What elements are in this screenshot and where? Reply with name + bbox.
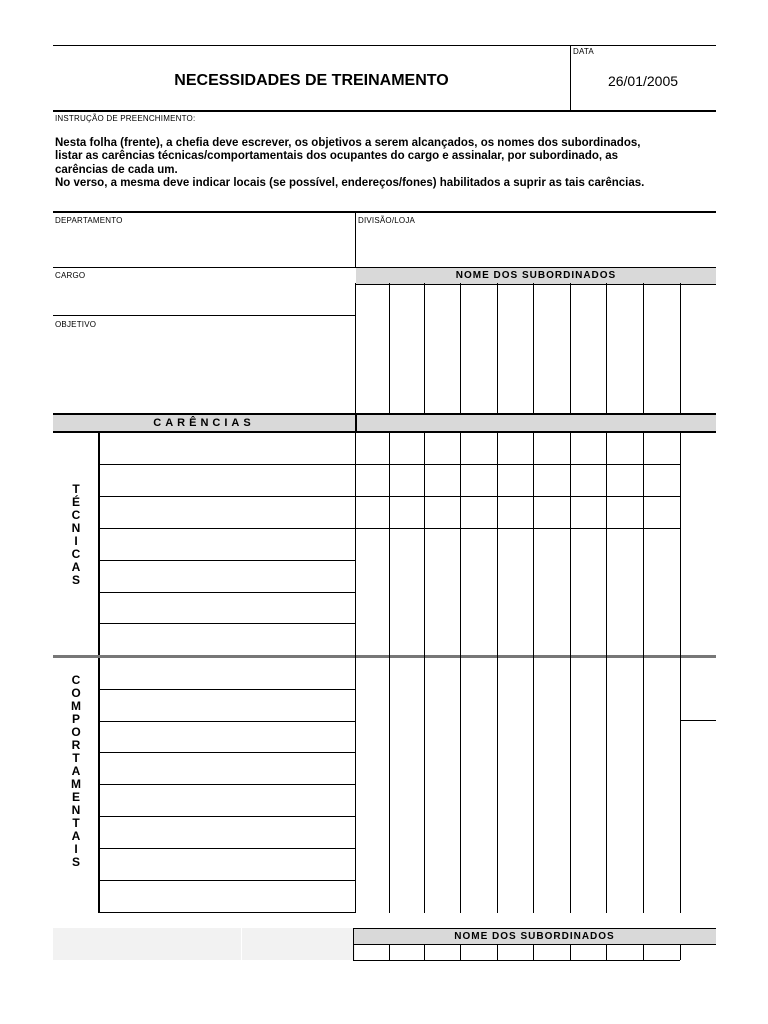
divisao-loja-field[interactable] [356, 212, 716, 267]
instruction-line: listar as carências técnicas/comportamentais dos ocupantes do cargo e assinalar, por subordinado, as [55, 150, 619, 163]
page-title: NECESSIDADES DE TREINAMENTO [174, 72, 449, 89]
vertical-letter: T [72, 816, 80, 830]
instructions-text [55, 137, 715, 190]
vertical-letter: A [71, 829, 81, 843]
vertical-letter: C [71, 508, 81, 522]
vertical-letter: I [74, 534, 78, 548]
carencias-header-label: CARÊNCIAS [153, 417, 255, 429]
vertical-letter: I [74, 842, 78, 856]
vertical-letter: C [71, 673, 81, 687]
vertical-letter: O [71, 725, 81, 739]
subordinados-header [356, 267, 716, 285]
vertical-letter: A [71, 560, 81, 574]
vertical-letter: N [71, 521, 81, 535]
vertical-letter: O [71, 686, 81, 700]
subordinados-header-bottom [353, 928, 716, 945]
vertical-letter: R [71, 738, 81, 752]
vertical-letter: S [71, 855, 80, 869]
vertical-letter: A [71, 764, 81, 778]
departamento-label: DEPARTAMENTO [55, 216, 123, 225]
date-label: DATA [573, 47, 594, 56]
vertical-letter: T [72, 482, 80, 496]
divisao-loja-label: DIVISÃO/LOJA [358, 216, 416, 225]
date-value[interactable]: 26/01/2005 [607, 73, 679, 89]
vertical-letter: T [72, 751, 80, 765]
tecnicas-vertical-label [66, 483, 86, 587]
vertical-letter: S [71, 573, 80, 587]
vertical-letter: E [71, 790, 80, 804]
vertical-letter: N [71, 803, 81, 817]
vertical-letter: M [71, 777, 81, 791]
vertical-letter: P [71, 712, 80, 726]
vertical-letter: C [71, 547, 81, 561]
vertical-letter: M [71, 699, 81, 713]
subordinados-header-bottom-label: NOME DOS SUBORDINADOS [454, 931, 615, 942]
instruction-line: carências de cada um. [55, 163, 178, 176]
bottom-left-band [53, 928, 355, 960]
departamento-field[interactable] [53, 212, 355, 267]
comportamentais-vertical-label [66, 674, 86, 869]
instruction-line: Nesta folha (frente), a chefia deve escrever, os objetivos a serem alcançados, os nomes dos subordinados, [55, 137, 641, 149]
objetivo-field[interactable] [53, 316, 355, 412]
instruction-line: No verso, a mesma deve indicar locais (se possível, endereços/fones) habilitados a suprir as tais carências. [55, 176, 645, 189]
carencias-header [53, 413, 716, 433]
cargo-label: CARGO [55, 271, 86, 280]
instructions-label: INSTRUÇÃO DE PREENCHIMENTO: [55, 114, 196, 123]
cargo-field[interactable] [53, 268, 355, 315]
subordinados-header-label: NOME DOS SUBORDINADOS [455, 270, 617, 281]
vertical-letter: É [71, 495, 80, 509]
objetivo-label: OBJETIVO [55, 320, 97, 329]
